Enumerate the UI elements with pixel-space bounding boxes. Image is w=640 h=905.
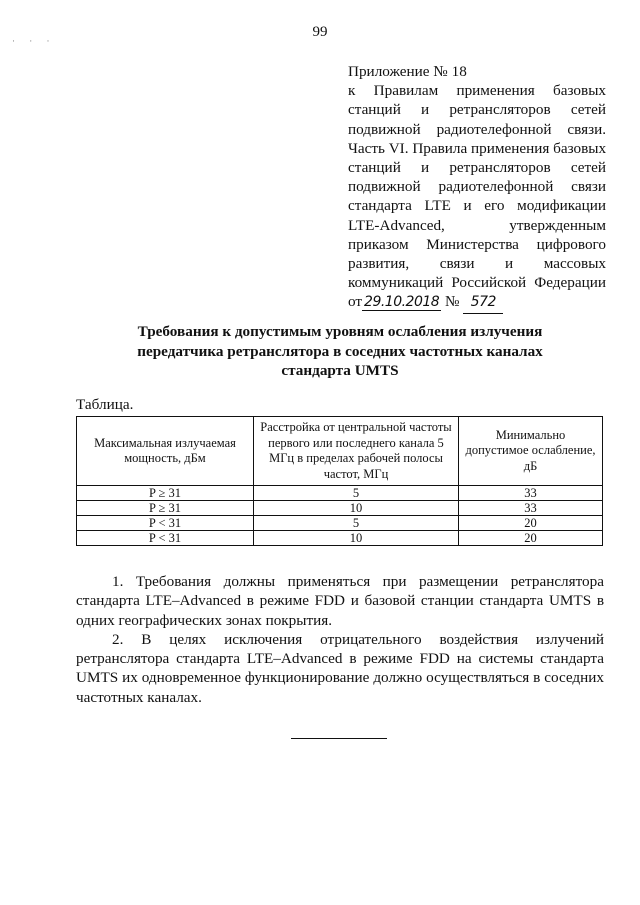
heading-line: Требования к допустимым уровням ослабления излучения — [137, 323, 543, 340]
appendix-line: приказом Министерства цифрового — [348, 235, 606, 253]
cell-power: P < 31 — [77, 531, 254, 546]
header-min-attenuation: Минимально допустимое ослабление, дБ — [459, 417, 603, 486]
header-frequency-offset: Расстройка от центральной частоты первого или последнего канала 5 МГц в пределах рабочей полосы частот, МГц — [254, 417, 459, 486]
appendix-block — [348, 62, 606, 314]
table-caption: Таблица. — [76, 396, 134, 413]
appendix-line: подвижной радиотелефонной связи — [348, 178, 606, 196]
table-row — [77, 531, 603, 546]
paragraph-requirement-1: 1. Требования должны применяться при размещении ретранслятора стандарта LTE–Advanced в режиме FDD и базовой станции стандарта UMTS в одних географических зонах покрытия. — [76, 573, 604, 629]
heading-line: передатчика ретранслятора в соседних частотных каналах — [137, 342, 543, 360]
paragraph-requirement-2: 2. В целях исключения отрицательного воздействия излучений ретранслятора стандарта LTE–Advanced в режиме FDD на системы стандарта UMTS их одновременное функционирование должно осуществляться в соседних частотных каналах. — [76, 630, 604, 706]
appendix-title: Приложение № 18 — [348, 63, 467, 80]
cell-power: P ≥ 31 — [77, 501, 254, 516]
cell-offset: 5 — [254, 516, 459, 531]
appendix-line: подвижной радиотелефонной связи. — [348, 120, 606, 138]
cell-power: P ≥ 31 — [77, 486, 254, 501]
appendix-line: стандарта LTE и его модификации — [348, 197, 606, 215]
cell-power: P < 31 — [77, 516, 254, 531]
from-label: от — [348, 293, 363, 311]
section-heading — [80, 322, 600, 381]
appendix-line: Часть VI. Правила применения базовых — [348, 139, 607, 157]
handwritten-date: 29.10.2018 — [364, 294, 440, 311]
cell-offset: 5 — [254, 486, 459, 501]
table-row — [77, 501, 603, 516]
page-number: 99 — [312, 24, 328, 40]
heading-line: стандарта UMTS — [281, 362, 399, 379]
cell-attenuation: 20 — [459, 516, 603, 531]
cell-attenuation: 20 — [459, 531, 603, 546]
body-paragraphs — [76, 572, 604, 707]
table-row — [77, 486, 603, 501]
appendix-line: LTE-Advanced, утвержденным — [348, 216, 606, 234]
requirements-table — [76, 416, 603, 546]
header-max-power: Максимальная излучаемая мощность, дБм — [77, 417, 254, 486]
margin-marks: · · · — [12, 36, 56, 46]
end-divider — [291, 738, 387, 739]
appendix-line: коммуникаций Российской Федерации — [348, 274, 606, 292]
cell-offset: 10 — [254, 501, 459, 516]
table-row — [77, 516, 603, 531]
order-date-line — [348, 292, 606, 313]
appendix-line: к Правилам применения базовых — [348, 82, 606, 100]
number-label: № — [445, 293, 460, 311]
cell-attenuation: 33 — [459, 486, 603, 501]
table-header-row — [77, 417, 603, 486]
appendix-line: развития, связи и массовых — [348, 255, 606, 273]
handwritten-order-number: 572 — [463, 293, 503, 313]
cell-offset: 10 — [254, 531, 459, 546]
cell-attenuation: 33 — [459, 501, 603, 516]
appendix-line: станций и ретрансляторов сетей — [348, 159, 606, 177]
appendix-line: станций и ретрансляторов сетей — [348, 101, 606, 119]
